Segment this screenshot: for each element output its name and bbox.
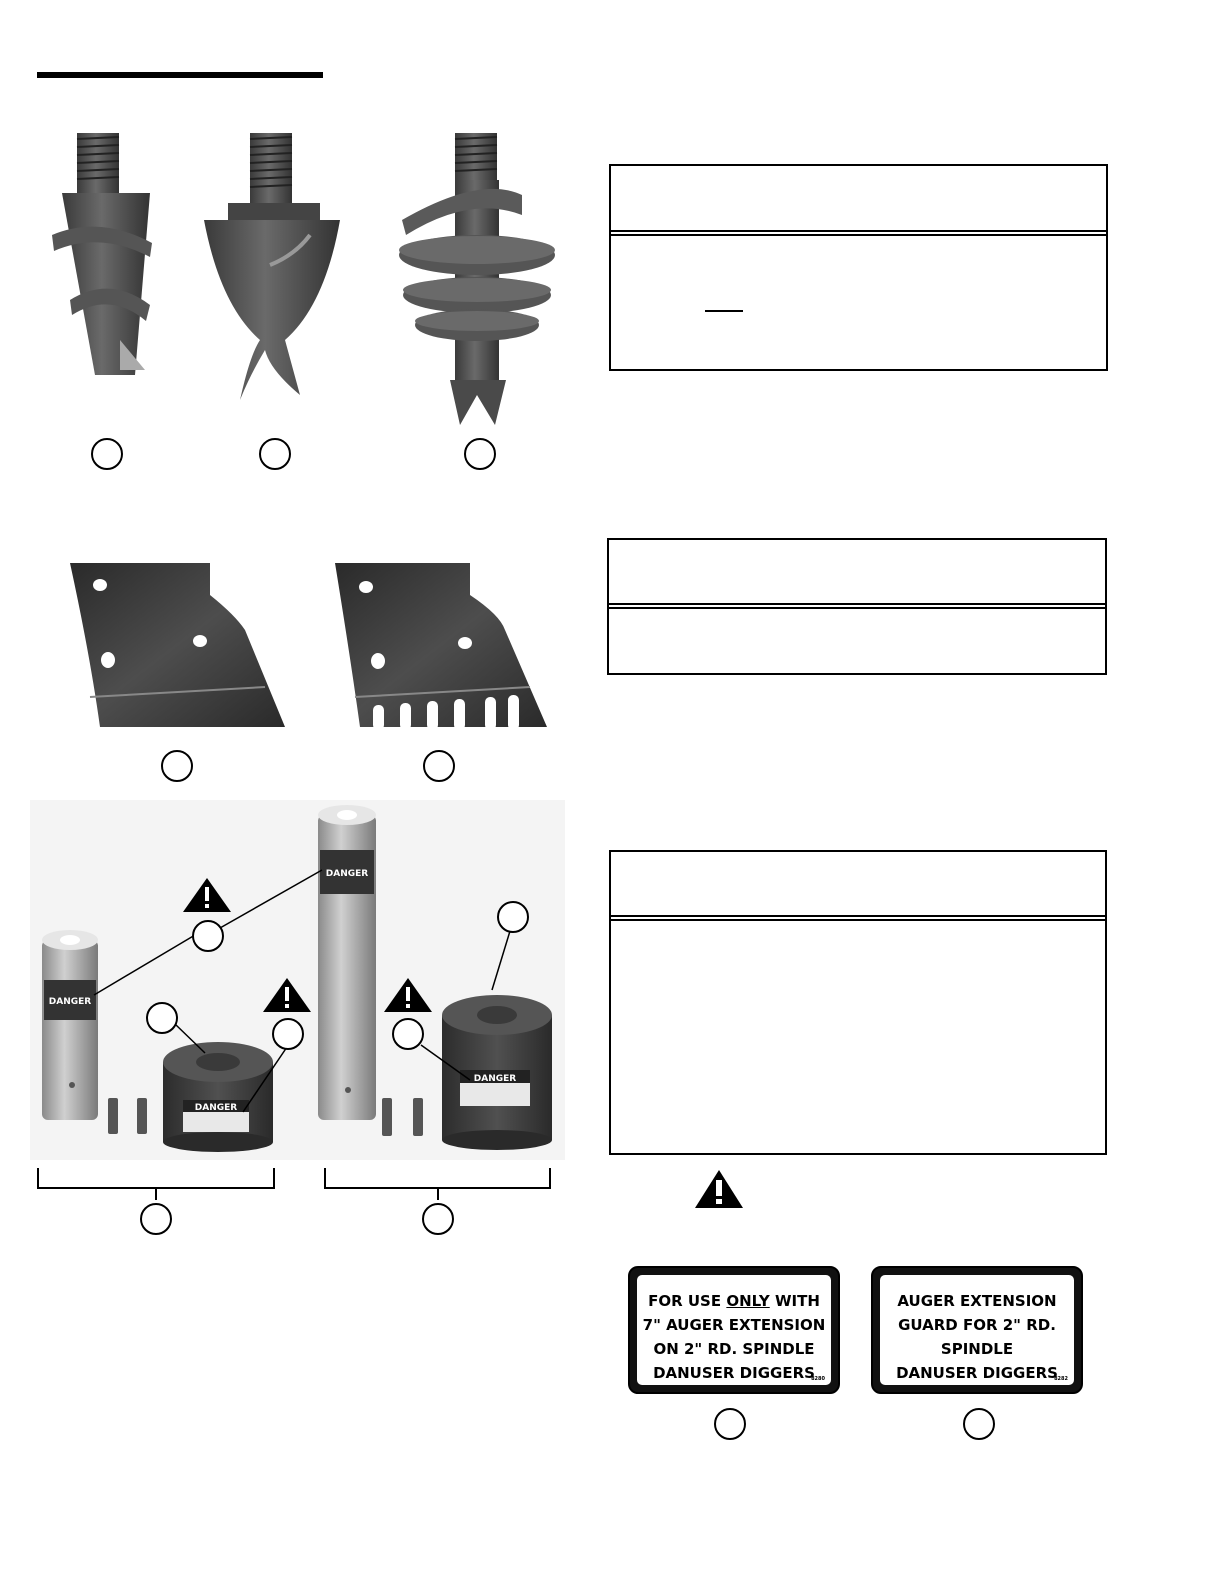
callout-circle — [272, 1018, 304, 1050]
header-rule — [37, 72, 323, 78]
underline-mark — [705, 310, 743, 312]
decal-part-number: 8280 — [811, 1376, 825, 1382]
pin — [382, 1098, 392, 1136]
parts-table-box — [609, 164, 1108, 371]
extension-tube-tall — [318, 805, 376, 1120]
callout-circle — [422, 1203, 454, 1235]
decal-auger-extension: FOR USE ONLY WITH 7" AUGER EXTENSION ON 2" RD. SPINDLE DANUSER DIGGERS 8280 — [628, 1266, 840, 1394]
parts-table-box — [607, 538, 1107, 675]
parts-table-box — [609, 850, 1107, 1155]
danger-label: DANGER — [194, 1103, 238, 1113]
pin — [108, 1098, 118, 1134]
danger-label: DANGER — [473, 1074, 517, 1084]
warning-triangle-icon — [694, 1168, 744, 1210]
pin — [137, 1098, 147, 1134]
extensions-guards-illustration — [30, 800, 565, 1160]
callout-circle — [140, 1203, 172, 1235]
callout-circle — [497, 901, 529, 933]
callout-circle — [464, 438, 496, 470]
decal-part-number: 8282 — [1054, 1376, 1068, 1382]
pin — [413, 1098, 423, 1136]
auger-head-pilot — [52, 133, 152, 375]
auger-heads-illustration — [40, 125, 570, 425]
callout-circle — [259, 438, 291, 470]
callout-circle — [161, 750, 193, 782]
auger-head-spiral — [399, 133, 555, 425]
callout-circle — [91, 438, 123, 470]
kit-brackets — [30, 1160, 560, 1200]
callout-circle — [423, 750, 455, 782]
callout-circle — [146, 1002, 178, 1034]
callout-circle — [392, 1018, 424, 1050]
auger-head-fishtail — [204, 133, 340, 400]
extension-guard-small — [163, 1042, 273, 1152]
danger-label: DANGER — [48, 997, 92, 1007]
danger-label: DANGER — [325, 869, 369, 879]
cutting-blades-illustration — [60, 555, 555, 735]
callout-circle — [192, 920, 224, 952]
decal-auger-extension-guard: AUGER EXTENSION GUARD FOR 2" RD. SPINDLE DANUSER DIGGERS 8282 — [871, 1266, 1083, 1394]
callout-circle — [963, 1408, 995, 1440]
blade-smooth — [70, 563, 285, 727]
callout-circle — [714, 1408, 746, 1440]
extension-tube-short — [42, 930, 98, 1120]
blade-toothed — [335, 563, 547, 730]
